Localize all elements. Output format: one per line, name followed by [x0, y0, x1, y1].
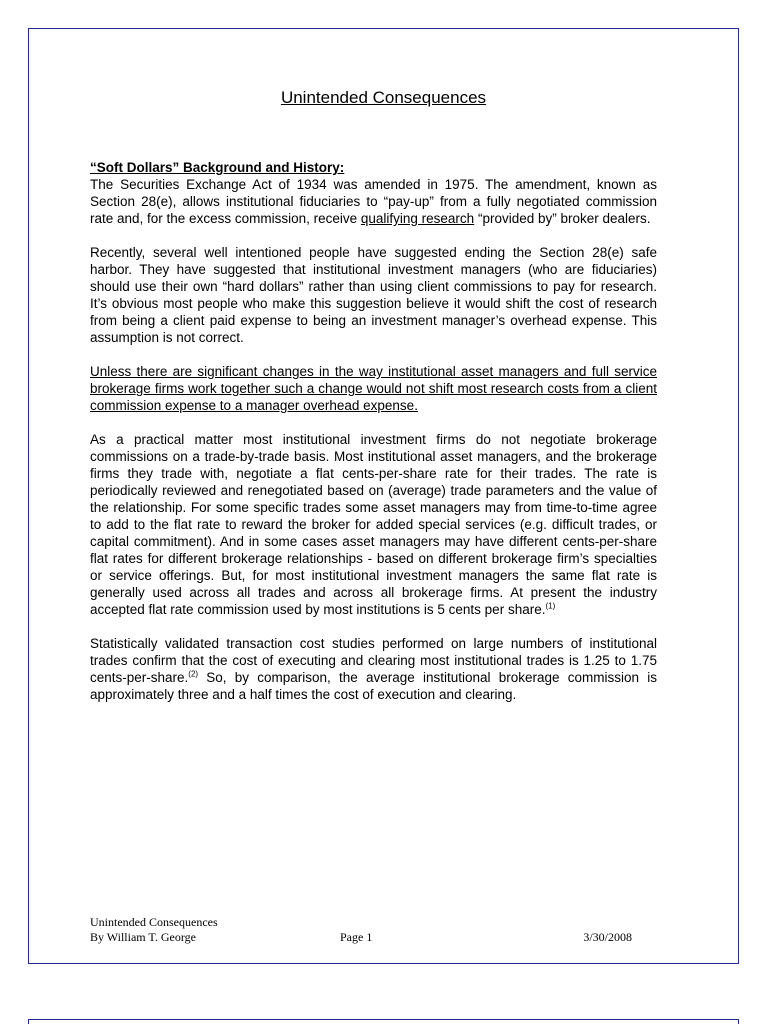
footer-info-row: [90, 930, 650, 945]
page-footer: [90, 915, 650, 945]
qualifying-research-text: qualifying research: [360, 211, 475, 226]
paragraph-background: [90, 159, 657, 227]
footer-page-number: Page 1: [340, 930, 373, 944]
paragraph-4: [90, 431, 657, 618]
footnote-1-marker: (1): [545, 601, 556, 611]
paragraph-2: Recently, several well intentioned people have suggested ending the Section 28(e) safe harbor. They have suggested that institutional investment managers (who are fiduciaries) should use their own “hard dollars” rather than using client commissions to pay for research. It’s obvious most people who make this suggestion believe it would shift the cost of research from being a client paid expense to being an investment manager’s overhead expense. This assumption is not correct.: [90, 245, 657, 345]
footer-title-row: [90, 915, 650, 930]
paragraph-5: [90, 635, 657, 703]
section-heading: “Soft Dollars” Background and History:: [90, 160, 345, 175]
document-page: [28, 28, 739, 964]
paragraph-4-text: As a practical matter most institutional investment firms do not negotiate brokerage commissions on a trade-by-trade basis. Most institutional asset managers, and the brokerage firms they trade with, negotiate a flat cents-per-share rate for their trades. The rate is periodically reviewed and renegotiated based on (average) trade parameters and the value of the relationship. For some specific trades some asset managers may from time-to-time agree to add to the flat rate to reward the broker for added special services (e.g. difficult trades, or capital commitment). And in some cases asset managers may have different cents-per-share flat rates for different brokerage relationships - based on different brokerage firm’s specialties or service offerings. But, for most institutional investment managers the same flat rate is generally used across all trades and across all brokerage firms. At present the industry accepted flat rate commission used by most institutions is 5 cents per share.: [90, 432, 657, 617]
document-title: Unintended Consequences: [280, 88, 487, 107]
footer-title: Unintended Consequences: [90, 915, 218, 929]
paragraph-5-text: Statistically validated transaction cost studies performed on large numbers of institutional trades confirm that the cost of executing and clearing most institutional trades is 1.25 to 1.75 cents-per-share.: [90, 636, 657, 685]
footer-date: 3/30/2008: [583, 930, 632, 944]
paragraph-5-end: So, by comparison, the average institutional brokerage commission is approximately three and a half times the cost of execution and clearing.: [90, 670, 657, 702]
paragraph-1-text: The Securities Exchange Act of 1934 was amended in 1975. The amendment, known as Section 28(e), allows institutional fiduciaries to “pay-up” from a fully negotiated commission rate and, for the excess commission, receive: [90, 177, 657, 226]
paragraph-1-end: “provided by” broker dealers.: [474, 211, 651, 226]
document-body: [90, 159, 657, 720]
footer-author: By William T. George: [90, 930, 196, 944]
footnote-2-marker: (2): [188, 669, 199, 679]
next-page: [28, 1019, 739, 1024]
paragraph-3-underlined: Unless there are significant changes in the way institutional asset managers and full service brokerage firms work together such a change would not shift most research costs from a client commission expense to a manager overhead expense.: [90, 364, 657, 413]
